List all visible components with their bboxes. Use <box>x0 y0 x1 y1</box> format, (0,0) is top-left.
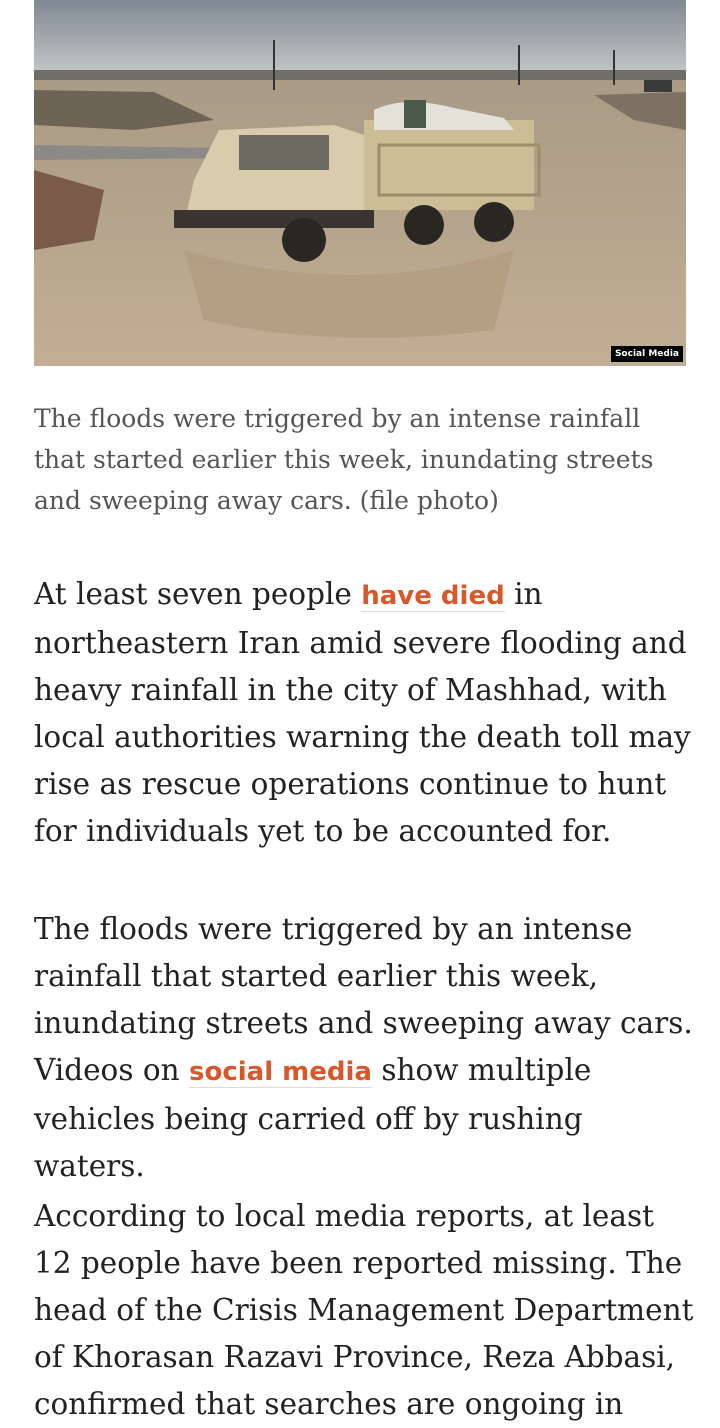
paragraph-text: The floods were triggered by an intense rainfall that started earlier this week, inundating streets and sweeping away cars. Videos on <box>34 912 693 1087</box>
article-paragraph <box>34 906 694 1190</box>
flooded-road-photo-icon <box>34 0 686 366</box>
have-died-link[interactable]: have died <box>361 581 505 611</box>
photo-caption: The floods were triggered by an intense rainfall that started earlier this week, inundating streets and sweeping away cars. (file photo) <box>34 404 654 515</box>
paragraph-text: in northeastern Iran amid severe flooding and heavy rainfall in the city of Mashhad, with local authorities warning the death toll may rise as rescue operations continue to hunt for individuals yet to be accounted for. <box>34 577 691 848</box>
photo-credit: Social Media <box>611 346 683 362</box>
article-paragraph: According to local media reports, at least 12 people have been reported missing. The head of the Crisis Management Department of Khorasan Razavi Province, Reza Abbasi, confirmed that searches are ongoing in <box>34 1199 694 1421</box>
paragraph-text: At least seven people <box>34 577 362 611</box>
paragraph-text: show multiple vehicles being carried off by rushing waters. <box>34 1053 592 1183</box>
article-paragraph <box>34 571 694 855</box>
social-media-link[interactable]: social media <box>188 1057 372 1087</box>
article-photo[interactable] <box>34 0 686 366</box>
